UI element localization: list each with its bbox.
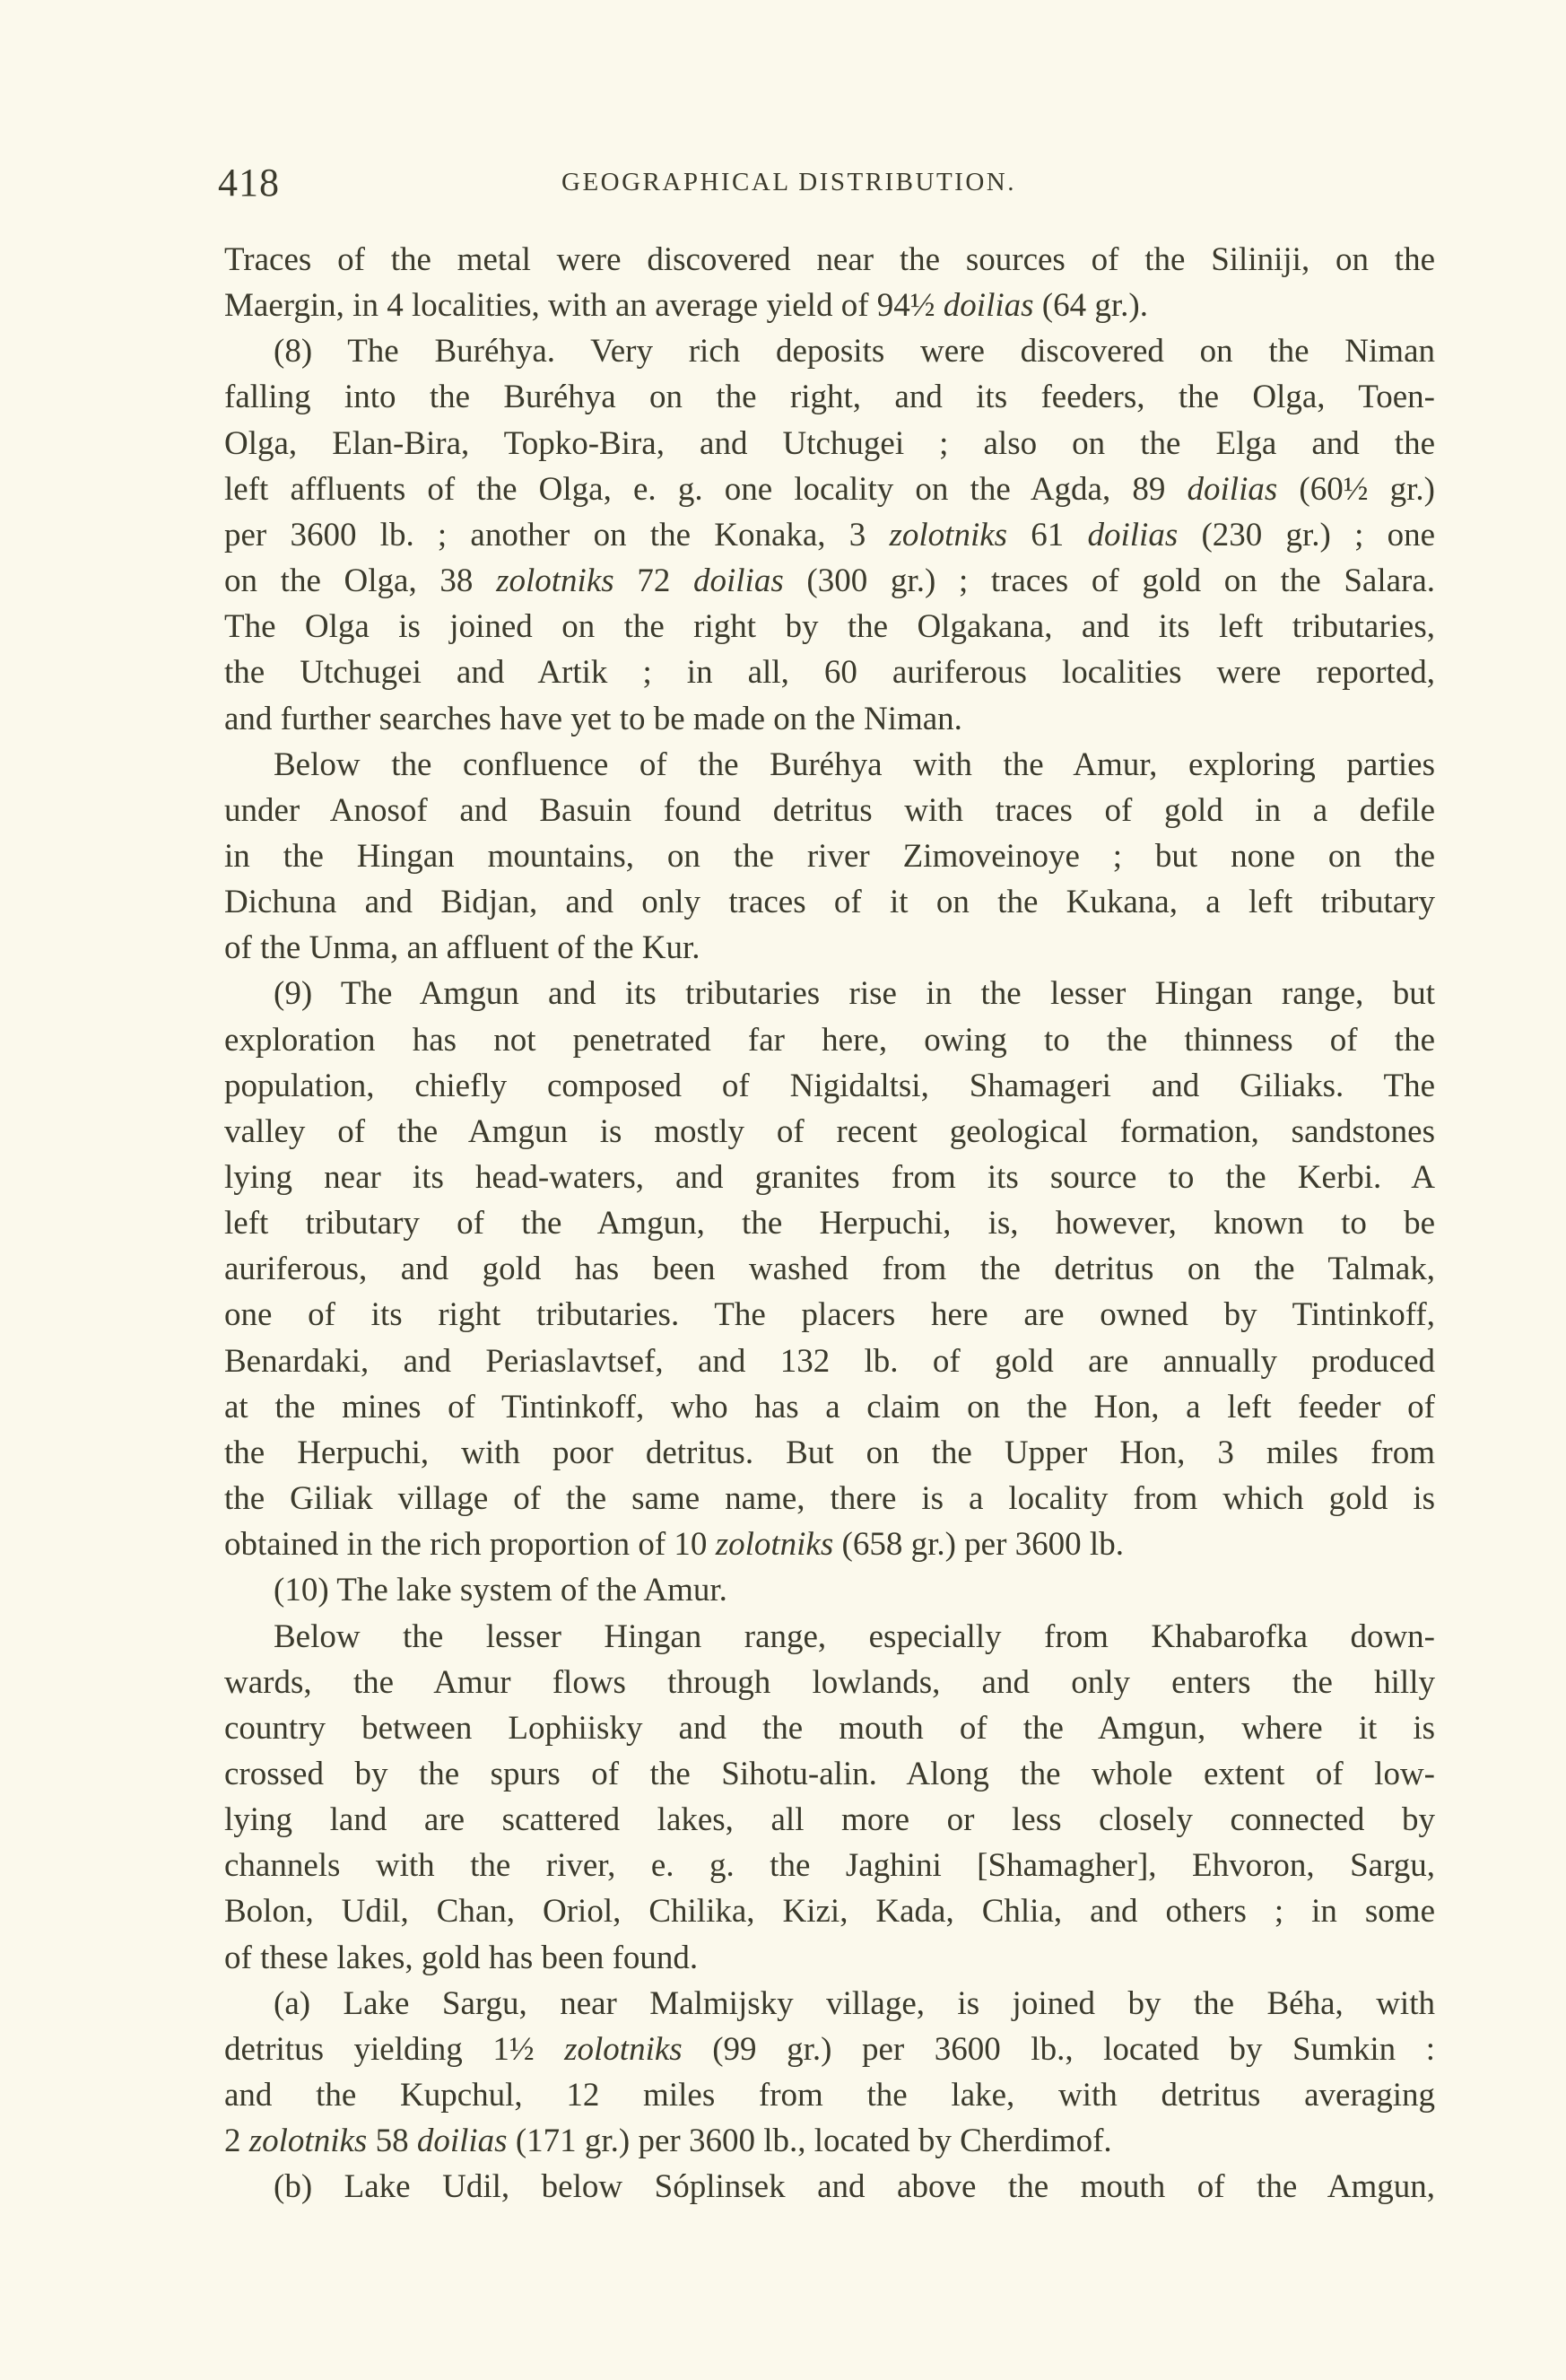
text-line — [224, 1479, 1435, 1519]
text-segment: channels with the river, e. g. the Jaghini [Shamagher], Ehvoron, Sargu, — [224, 1847, 1435, 1885]
text-line — [224, 1939, 1435, 1978]
text-segment: at the mines of Tintinkoff, who has a claim on the Hon, a left feeder of — [224, 1388, 1435, 1425]
text-segment: (60½ gr.) — [1277, 470, 1435, 508]
text-line — [224, 1755, 1435, 1794]
text-segment: (8) The Buréhya. Very rich deposits were discovered on the Niman — [274, 333, 1435, 371]
text-segment: the Giliak village of the same name, there is a locality from which gold is — [224, 1480, 1435, 1518]
text-line — [224, 1800, 1435, 1840]
text-segment: Traces of the metal were discovered near the sources of the Siliniji, on the — [224, 241, 1435, 278]
text-line — [224, 1295, 1435, 1335]
text-segment: and the Kupchul, 12 miles from the lake, with detritus averaging — [224, 2077, 1435, 2114]
text-segment: (64 gr.). — [1033, 287, 1148, 325]
text-segment: lying land are scattered lakes, all more or less closely connected by — [224, 1801, 1435, 1839]
italic-term: doilias — [1187, 470, 1278, 508]
text-segment: the Herpuchi, with poor detritus. But on the Upper Hon, 3 miles from — [224, 1434, 1435, 1471]
text-line — [224, 2167, 1435, 2207]
text-segment: Benardaki, and Periaslavtsef, and 132 lb. of gold are annually produced — [224, 1342, 1435, 1380]
text-segment: wards, the Amur flows through lowlands, and only enters the hilly — [224, 1663, 1435, 1701]
text-line — [224, 1846, 1435, 1886]
text-segment: (b) Lake Udil, below Sóplinsek and above the mouth of the Amgun, — [274, 2168, 1435, 2206]
text-segment: left tributary of the Amgun, the Herpuchi, is, however, known to be — [224, 1205, 1435, 1242]
text-line — [224, 1021, 1435, 1060]
italic-term: doilias — [1087, 516, 1179, 554]
text-segment: auriferous, and gold has been washed from the detritus on the Talmak, — [224, 1251, 1435, 1288]
text-segment: 72 — [613, 562, 693, 600]
text-segment: population, chiefly composed of Nigidaltsi, Shamageri and Giliaks. The — [224, 1067, 1435, 1104]
italic-term: doilias — [416, 2123, 508, 2160]
text-line — [224, 1342, 1435, 1382]
text-line — [224, 562, 1435, 601]
text-line — [224, 883, 1435, 922]
text-segment: of the Unma, an affluent of the Kur. — [224, 929, 700, 967]
text-segment: 58 — [367, 2123, 417, 2160]
text-line — [224, 607, 1435, 647]
text-segment: 2 — [224, 2123, 249, 2160]
text-line — [224, 745, 1435, 785]
text-segment: 61 — [1007, 516, 1088, 554]
text-segment: obtained in the rich proportion of 10 — [224, 1526, 716, 1564]
text-segment: (10) The lake system of the Amur. — [274, 1572, 727, 1609]
text-segment: Olga, Elan-Bira, Topko-Bira, and Utchugei ; also on the Elga and the — [224, 424, 1435, 462]
text-line — [224, 700, 1435, 739]
text-line — [224, 2030, 1435, 2070]
text-segment: on the Olga, 38 — [224, 562, 497, 600]
text-segment: (a) Lake Sargu, near Malmijsky village, is joined by the Béha, with — [274, 1984, 1435, 2022]
text-segment: left affluents of the Olga, e. g. one locality on the Agda, 89 — [224, 470, 1188, 508]
text-segment: (658 gr.) per 3600 lb. — [833, 1526, 1124, 1564]
text-line — [224, 1250, 1435, 1289]
text-segment: Below the confluence of the Buréhya with the Amur, exploring parties — [274, 745, 1435, 783]
italic-term: zolotniks — [715, 1526, 834, 1564]
running-title: GEOGRAPHICAL DISTRIBUTION. — [561, 168, 1016, 196]
text-segment: per 3600 lb. ; another on the Konaka, 3 — [224, 516, 890, 554]
text-segment: (300 gr.) ; traces of gold on the Salara. — [783, 562, 1436, 600]
italic-term: zolotniks — [248, 2123, 368, 2160]
text-line — [224, 1388, 1435, 1427]
text-line — [224, 332, 1435, 371]
text-segment: one of its right tributaries. The placers here are owned by Tintinkoff, — [224, 1296, 1435, 1334]
text-line — [224, 1663, 1435, 1703]
text-segment: Below the lesser Hingan range, especially from Khabarofka down- — [274, 1617, 1435, 1655]
text-segment: under Anosof and Basuin found detritus with traces of gold in a defile — [224, 791, 1435, 829]
text-line — [224, 1709, 1435, 1748]
text-segment: crossed by the spurs of the Sihotu-alin. Along the whole extent of low- — [224, 1755, 1435, 1792]
text-line — [224, 837, 1435, 876]
text-line — [224, 974, 1435, 1014]
text-line — [224, 928, 1435, 968]
text-segment: falling into the Buréhya on the right, and its feeders, the Olga, Toen- — [224, 379, 1435, 416]
text-segment: Maergin, in 4 localities, with an average yield of 94½ — [224, 287, 944, 325]
text-segment: (230 gr.) ; one — [1178, 516, 1435, 554]
text-segment: detritus yielding 1½ — [224, 2030, 565, 2068]
italic-term: doilias — [693, 562, 784, 600]
text-line — [224, 1112, 1435, 1152]
text-line — [224, 1067, 1435, 1106]
text-segment: valley of the Amgun is mostly of recent geological formation, sandstones — [224, 1112, 1435, 1150]
text-line — [224, 1204, 1435, 1243]
italic-term: zolotniks — [564, 2030, 683, 2068]
text-segment: exploration has not penetrated far here, owing to the thinness of the — [224, 1021, 1435, 1059]
italic-term: zolotniks — [496, 562, 614, 600]
text-segment: Dichuna and Bidjan, and only traces of it on the Kukana, a left tributary — [224, 884, 1435, 921]
text-line — [224, 1525, 1435, 1565]
text-segment: in the Hingan mountains, on the river Zimoveinoye ; but none on the — [224, 837, 1435, 875]
text-segment: Bolon, Udil, Chan, Oriol, Chilika, Kizi, Kada, Chlia, and others ; in some — [224, 1893, 1435, 1931]
text-segment: (99 gr.) per 3600 lb., located by Sumkin : — [682, 2030, 1435, 2068]
text-line — [224, 1434, 1435, 1473]
text-line — [224, 2122, 1435, 2161]
text-line — [224, 516, 1435, 555]
text-line — [224, 424, 1435, 464]
page-number: 418 — [218, 161, 280, 205]
text-segment: of these lakes, gold has been found. — [224, 1939, 699, 1976]
text-line — [224, 791, 1435, 831]
text-line — [224, 1892, 1435, 1931]
italic-term: doilias — [943, 287, 1034, 325]
text-line — [224, 1571, 1435, 1610]
text-line — [224, 470, 1435, 510]
text-line — [224, 286, 1435, 326]
text-segment: and further searches have yet to be made on the Niman. — [224, 700, 962, 737]
text-segment: (171 gr.) per 3600 lb., located by Cherdimof. — [507, 2123, 1112, 2160]
text-line — [224, 240, 1435, 280]
text-line — [224, 378, 1435, 417]
text-segment: lying near its head-waters, and granites from its source to the Kerbi. A — [224, 1159, 1435, 1196]
text-line — [224, 1617, 1435, 1657]
text-line — [224, 1984, 1435, 2024]
text-segment: country between Lophiisky and the mouth of the Amgun, where it is — [224, 1709, 1435, 1747]
text-line — [224, 2076, 1435, 2115]
text-segment: the Utchugei and Artik ; in all, 60 auriferous localities were reported, — [224, 654, 1435, 692]
text-segment: (9) The Amgun and its tributaries rise in the lesser Hingan range, but — [274, 975, 1435, 1013]
text-line — [224, 1158, 1435, 1198]
text-line — [224, 653, 1435, 693]
text-segment: The Olga is joined on the right by the Olgakana, and its left tributaries, — [224, 608, 1435, 646]
italic-term: zolotniks — [889, 516, 1008, 554]
